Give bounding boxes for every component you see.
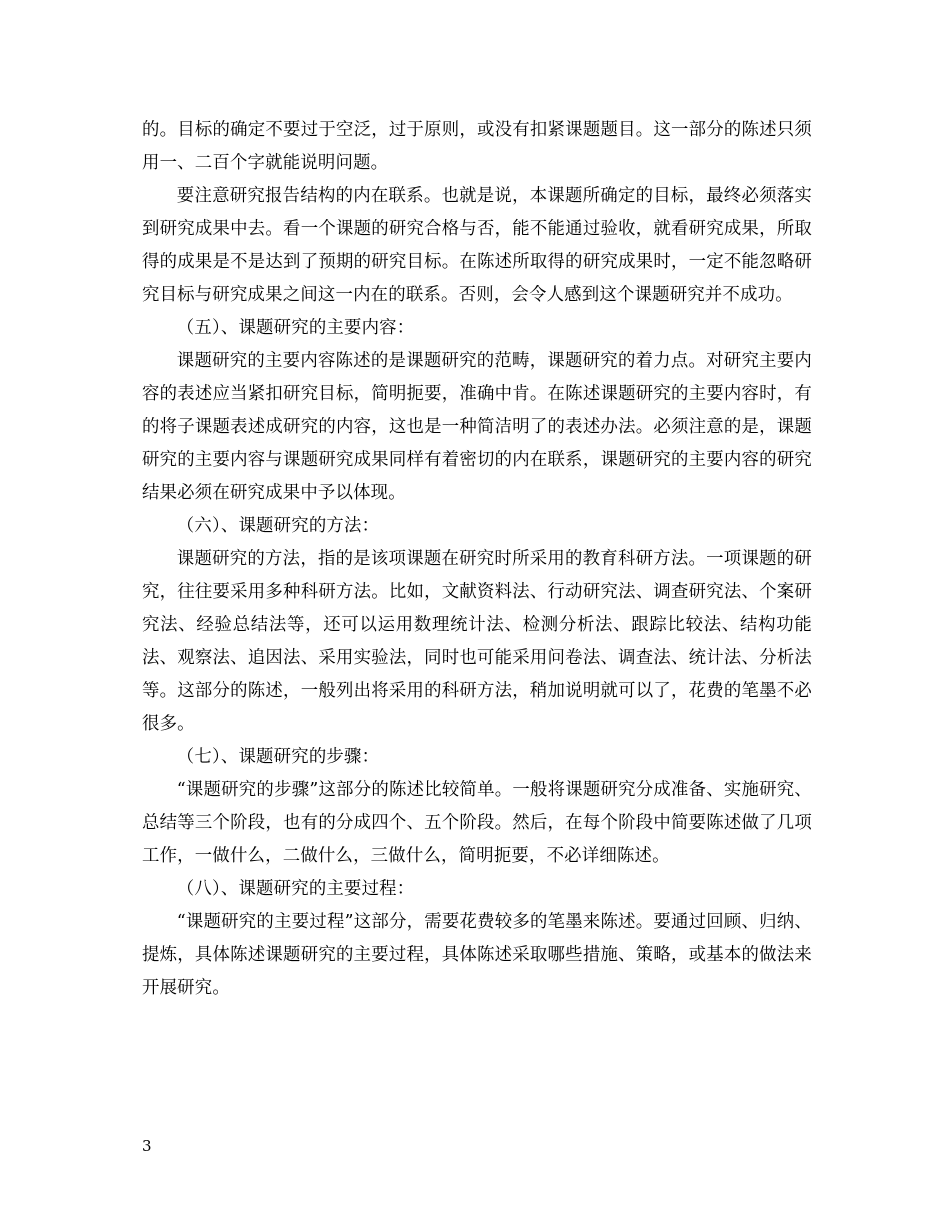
- heading-research-steps: （七）、课题研究的步骤：: [176, 747, 380, 767]
- paragraph-research-process: “课题研究的主要过程”这部分，需要花费较多的笔墨来陈述。要通过回顾、归纳、提炼，具体陈述课题研究的主要过程，具体陈述采取哪些措施、策略，或基本的做法来开展研究。: [142, 912, 812, 998]
- paragraph-continued: 的。目标的确定不要过于空泛，过于原则，或没有扣紧课题题目。这一部分的陈述只须用一、二百个字就能说明问题。: [142, 120, 812, 173]
- paragraph-structure-link: 要注意研究报告结构的内在联系。也就是说，本课题所确定的目标，最终必须落实到研究成果中去。看一个课题的研究合格与否，能不能通过验收，就看研究成果，所取得的成果是不是达到了预期的研究目标。在陈述所取得的研究成果时，一定不能忽略研究目标与研究成果之间这一内在的联系。否则，会令人感到这个课题研究并不成功。: [142, 186, 812, 305]
- body-text: [142, 114, 812, 1005]
- page-number: 3: [142, 1137, 152, 1155]
- paragraph-main-content: 课题研究的主要内容陈述的是课题研究的范畴，课题研究的着力点。对研究主要内容的表述应当紧扣研究目标，简明扼要，准确中肯。在陈述课题研究的主要内容时，有的将子课题表述成研究的内容，这也是一种简洁明了的表述办法。必须注意的是，课题研究的主要内容与课题研究成果同样有着密切的内在联系，课题研究的主要内容的研究结果必须在研究成果中予以体现。: [142, 351, 812, 503]
- heading-research-methods: （六）、课题研究的方法：: [176, 516, 380, 536]
- paragraph-research-steps: “课题研究的步骤”这部分的陈述比较简单。一般将课题研究分成准备、实施研究、总结等三个阶段，也有的分成四个、五个阶段。然后，在每个阶段中简要陈述做了几项工作，一做什么，二做什么，三做什么，简明扼要，不必详细陈述。: [142, 780, 812, 866]
- paragraph-research-methods: 课题研究的方法，指的是该项课题在研究时所采用的教育科研方法。一项课题的研究，往往要采用多种科研方法。比如，文献资料法、行动研究法、调查研究法、个案研究法、经验总结法等，还可以运用数理统计法、检测分析法、跟踪比较法、结构功能法、观察法、追因法、采用实验法，同时也可能采用问卷法、调查法、统计法、分析法等。这部分的陈述，一般列出将采用的科研方法，稍加说明就可以了，花费的笔墨不必很多。: [142, 549, 812, 734]
- heading-main-content: （五）、课题研究的主要内容：: [176, 318, 415, 338]
- heading-research-process: （八）、课题研究的主要过程：: [176, 879, 415, 899]
